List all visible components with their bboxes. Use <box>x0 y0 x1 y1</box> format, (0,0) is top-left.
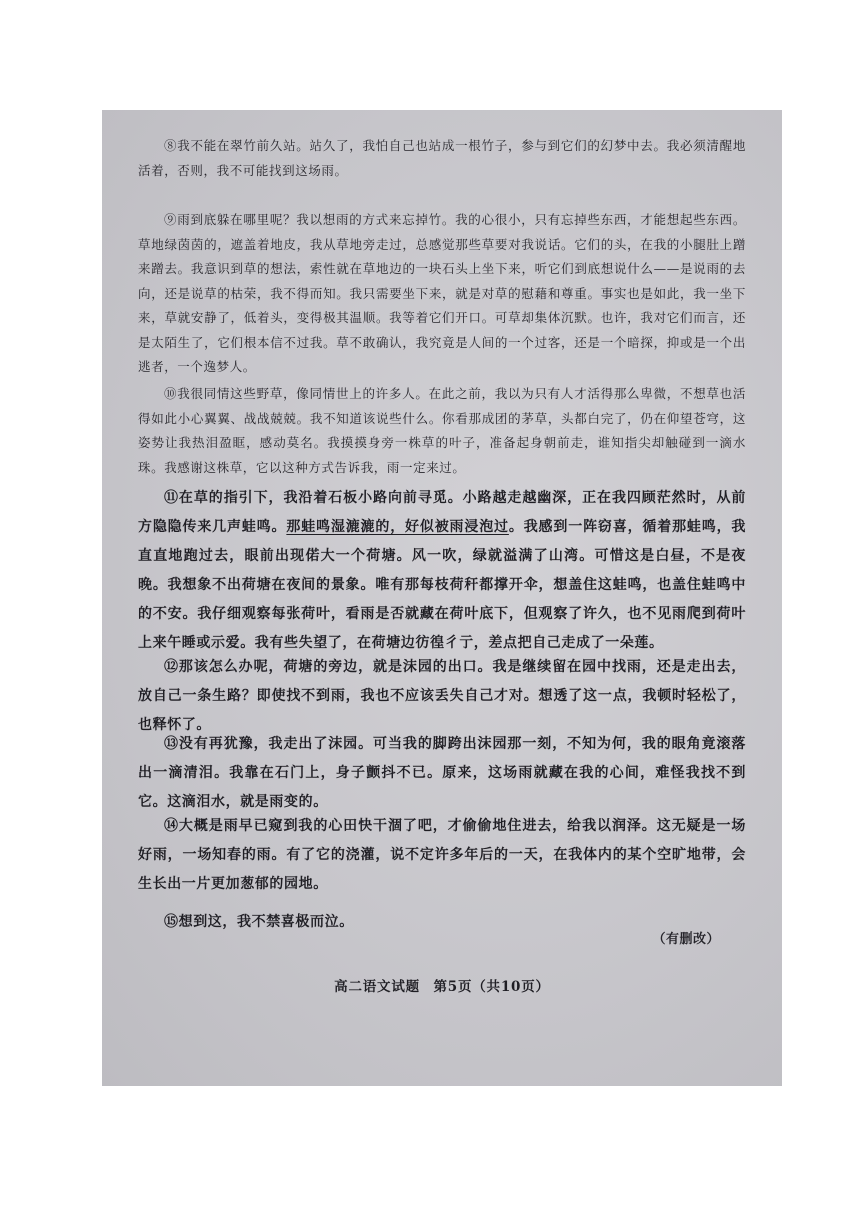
paragraph-12: ⑫那该怎么办呢，荷塘的旁边，就是沫园的出口。我是继续留在园中找雨，还是走出去，放自己一条生路？即使找不到雨，我也不应该丢失自己才对。想透了这一点，我顿时轻松了，也释怀了。 <box>138 659 746 733</box>
paragraph-11-text-start: ⑪在草的指引下，我沿着石板小路向前寻觅。小路越走越幽深，正在我四顾茫然时，从前方隐隐传来几声蛙鸣。 <box>138 490 746 535</box>
source-note: （有删改） <box>652 932 720 947</box>
paragraph-11-text-end: 。我感到一阵窃喜，循着那蛙鸣，我直直地跑过去，眼前出现偌大一个荷塘。风一吹，绿就溢满了山湾。可惜这是白昼，不是夜晚。我想象不出荷塘在夜间的景象。唯有那每枝荷秆都撑开伞，想盖住这蛙鸣，也盖住蛙鸣中的不安。我仔细观察每张荷叶，看雨是否就藏在荷叶底下，但观察了许久，也不见雨爬到荷叶上来午睡或示爱。我有些失望了，在荷塘边彷徨彳亍，差点把自己走成了一朵莲。 <box>138 519 747 651</box>
underlined-sentence: 那蛙鸣湿漉漉的，好似被雨浸泡过 <box>286 519 509 535</box>
footer-page-number: 第5页（共10页） <box>433 979 550 995</box>
paragraph-10: ⑩我很同情这些野草，像同情世上的许多人。在此之前，我以为只有人才活得那么卑微，不想草也活得如此小心翼翼、战战兢兢。我不知道该说些什么。你看那成团的茅草，头都白完了，仍在仰望苍穹，这姿势让我热泪盈眶，感动莫名。我摸摸身旁一株草的叶子，准备起身朝前走，谁知指尖却触碰到一滴水珠。我感谢这株草，它以这种方式告诉我，雨一定来过。 <box>138 386 746 475</box>
paragraph-8: ⑧我不能在翠竹前久站。站久了，我怕自己也站成一根竹子，参与到它们的幻梦中去。我必须清醒地活着，否则，我不可能找到这场雨。 <box>138 138 746 178</box>
paragraph-11 <box>138 484 746 658</box>
paragraph-15: ⑮想到这，我不禁喜极而泣。 <box>164 914 354 930</box>
paragraph-14: ⑭大概是雨早已窥到我的心田快干涸了吧，才偷偷地住进去，给我以润泽。这无疑是一场好雨，一场知春的雨。有了它的浇灌，说不定许多年后的一天，在我体内的某个空旷地带，会生长出一片更加葱郁的园地。 <box>138 818 746 892</box>
scanned-exam-page <box>102 110 782 1086</box>
paragraph-9: ⑨雨到底躲在哪里呢？我以想雨的方式来忘掉竹。我的心很小，只有忘掉些东西，才能想起些东西。草地绿茵茵的，遮盖着地皮，我从草地旁走过，总感觉那些草要对我说话。它们的头，在我的小腿肚上蹭来蹭去。我意识到草的想法，索性就在草地边的一块石头上坐下来，听它们到底想说什么——是说雨的去向，还是说草的枯荣，我不得而知。我只需要坐下来，就是对草的慰藉和尊重。事实也是如此，我一坐下来，草就安静了，低着头，变得极其温顺。我等着它们开口。可草却集体沉默。也许，我对它们而言，还是太陌生了，它们根本信不过我。草不敢确认，我究竟是人间的一个过客，还是一个暗探，抑或是一个出逃者，一个逸梦人。 <box>138 212 746 374</box>
page-footer <box>102 975 782 995</box>
paragraph-13: ⑬没有再犹豫，我走出了沫园。可当我的脚跨出沫园那一刻，不知为何，我的眼角竟滚落出一滴清泪。我靠在石门上，身子颤抖不已。原来，这场雨就藏在我的心间，难怪我找不到它。这滴泪水，就是雨变的。 <box>138 736 746 810</box>
footer-subject: 高二语文试题 <box>334 979 420 995</box>
